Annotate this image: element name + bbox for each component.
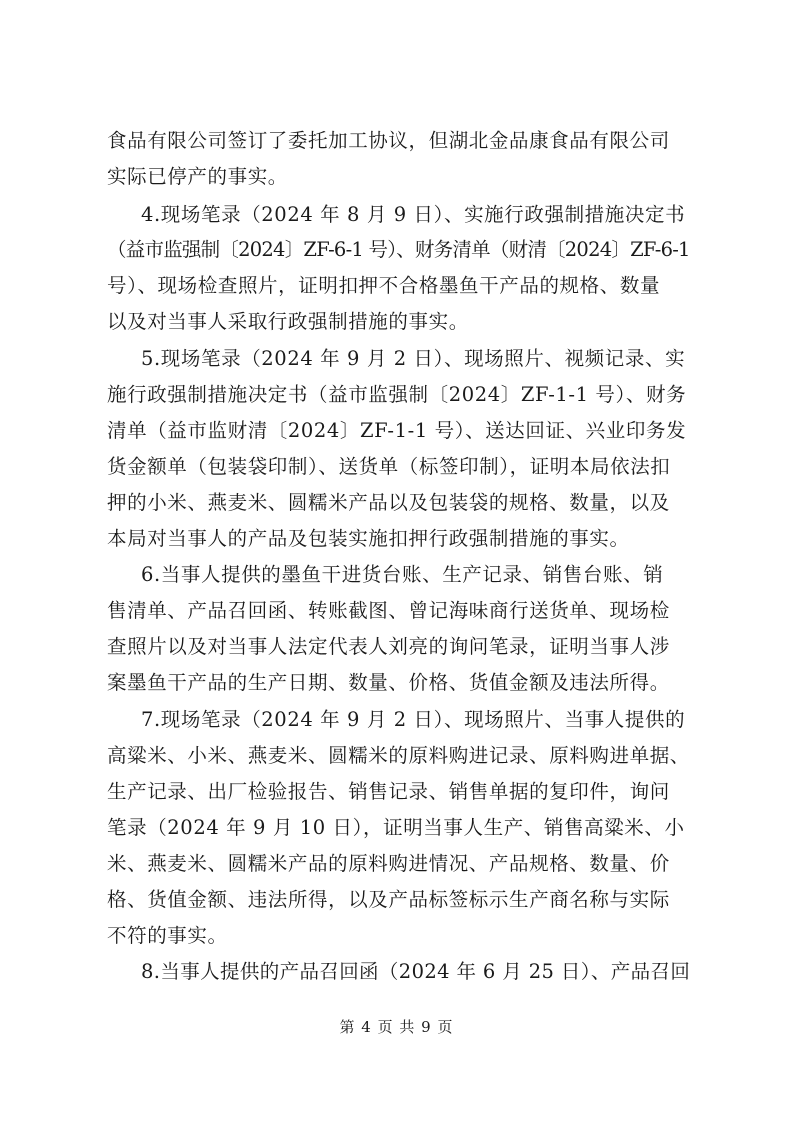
text-line: 米、燕麦米、圆糯米产品的原料购进情况、产品规格、数量、价 — [107, 852, 670, 875]
text-line: （益市监强制〔2024〕ZF-6-1 号）、财务清单（财清〔2024〕ZF-6-1 — [107, 238, 690, 261]
paragraph-4-line: 4.现场笔录（2024 年 8 月 9 日）、实施行政强制措施决定书 — [141, 203, 686, 226]
text-line: 格、货值金额、违法所得，以及产品标签标示生产商名称与实际 — [107, 888, 670, 911]
text-line: 实际已停产的事实。 — [107, 165, 288, 188]
text-line: 以及对当事人采取行政强制措施的事实。 — [107, 310, 469, 333]
paragraph-6-line: 6.当事人提供的墨鱼干进货台账、生产记录、销售台账、销 — [141, 563, 664, 586]
text-line: 食品有限公司签订了委托加工协议，但湖北金品康食品有限公司 — [107, 129, 670, 152]
text-line: 本局对当事人的产品及包装实施扣押行政强制措施的事实。 — [107, 527, 630, 550]
text-line: 清单（益市监财清〔2024〕ZF-1-1 号）、送达回证、兴业印务发 — [107, 419, 687, 442]
paragraph-5-line: 5.现场笔录（2024 年 9 月 2 日）、现场照片、视频记录、实 — [141, 347, 686, 370]
text-line: 不符的事实。 — [107, 924, 228, 947]
paragraph-7-line: 7.现场笔录（2024 年 9 月 2 日）、现场照片、当事人提供的 — [141, 708, 686, 731]
text-line: 货金额单（包装袋印制）、送货单（标签印制），证明本局依法扣 — [107, 455, 671, 478]
text-line: 生产记录、出厂检验报告、销售记录、销售单据的复印件，询问 — [107, 780, 670, 803]
text-line: 高粱米、小米、燕麦米、圆糯米的原料购进记录、原料购进单据、 — [107, 744, 690, 767]
paragraph-8-line: 8.当事人提供的产品召回函（2024 年 6 月 25 日）、产品召回 — [141, 960, 691, 983]
text-line: 案墨鱼干产品的生产日期、数量、价格、货值金额及违法所得。 — [107, 671, 670, 694]
page-number: 第 4 页 共 9 页 — [339, 1018, 454, 1036]
text-line: 查照片以及对当事人法定代表人刘亮的询问笔录，证明当事人涉 — [107, 635, 670, 658]
text-line: 号）、现场检查照片，证明扣押不合格墨鱼干产品的规格、数量 — [107, 274, 661, 297]
text-line: 售清单、产品召回函、转账截图、曾记海味商行送货单、现场检 — [107, 599, 670, 622]
text-line: 施行政强制措施决定书（益市监强制〔2024〕ZF-1-1 号）、财务 — [107, 383, 687, 406]
text-line: 笔录（2024 年 9 月 10 日），证明当事人生产、销售高粱米、小 — [107, 816, 685, 839]
text-line: 押的小米、燕麦米、圆糯米产品以及包装袋的规格、数量，以及 — [107, 491, 670, 514]
